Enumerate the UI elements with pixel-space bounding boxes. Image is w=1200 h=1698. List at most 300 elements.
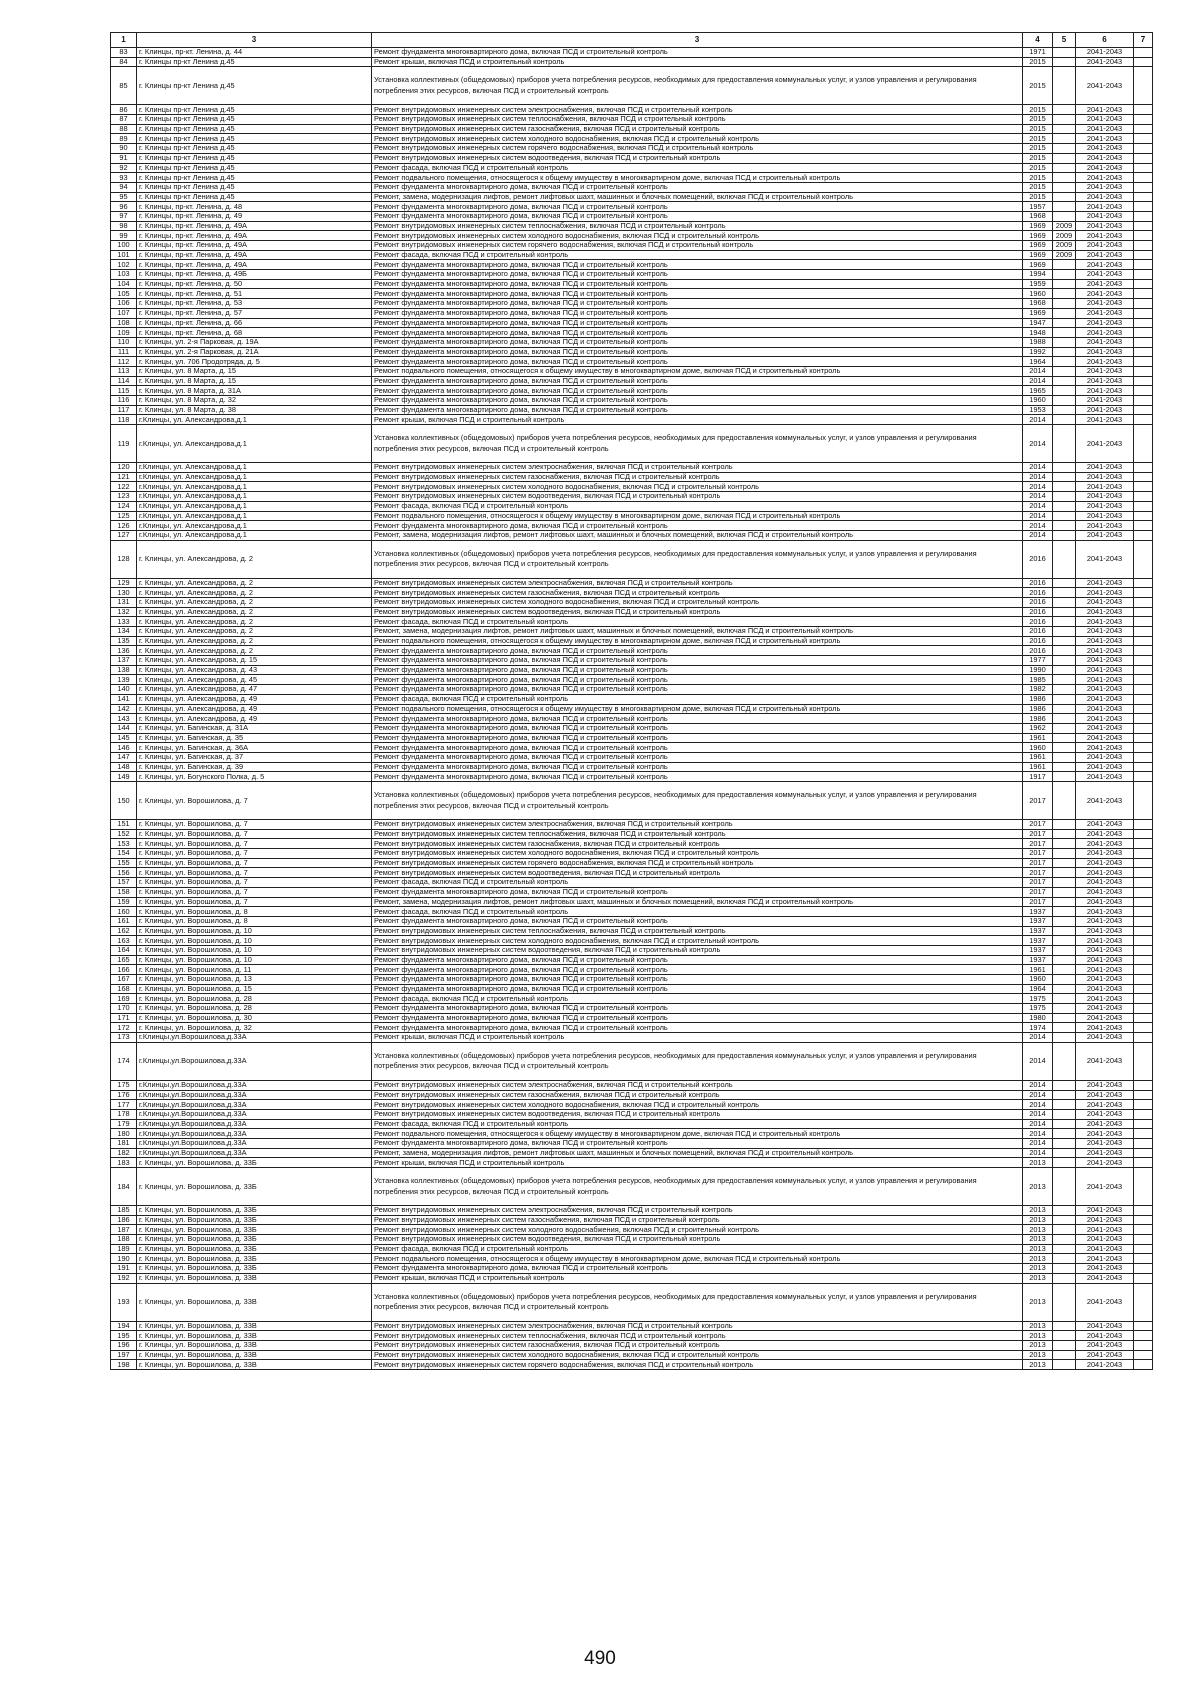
- row-number: 145: [111, 733, 137, 743]
- address-cell: г.Клинцы, ул. Александрова,д.1: [137, 501, 372, 511]
- year-built-cell: 1962: [1023, 723, 1053, 733]
- year-renovated-cell: [1053, 1033, 1076, 1043]
- row-number: 198: [111, 1360, 137, 1370]
- work-type-cell: Ремонт внутридомовых инженерных систем холодного водоснабжения, включая ПСД и строительный контроль: [372, 1350, 1023, 1360]
- work-type-cell: Ремонт, замена, модернизация лифтов, ремонт лифтовых шахт, машинных и блочных помещений, включая ПСД и строительный контроль: [372, 627, 1023, 637]
- work-type-cell: Ремонт внутридомовых инженерных систем газоснабжения, включая ПСД и строительный контроль: [372, 1090, 1023, 1100]
- planned-period-cell: 2041-2043: [1076, 48, 1134, 58]
- planned-period-cell: 2041-2043: [1076, 994, 1134, 1004]
- year-renovated-cell: [1053, 511, 1076, 521]
- year-renovated-cell: [1053, 492, 1076, 502]
- work-type-cell: Ремонт фасада, включая ПСД и строительный контроль: [372, 994, 1023, 1004]
- work-type-cell: Ремонт внутридомовых инженерных систем теплоснабжения, включая ПСД и строительный контроль: [372, 926, 1023, 936]
- table-row: [111, 1215, 1153, 1225]
- year-renovated-cell: [1053, 694, 1076, 704]
- year-renovated-cell: [1053, 926, 1076, 936]
- year-built-cell: 1960: [1023, 396, 1053, 406]
- planned-period-cell: 2041-2043: [1076, 347, 1134, 357]
- table-row: [111, 192, 1153, 202]
- year-renovated-cell: [1053, 849, 1076, 859]
- col-7-cell: [1134, 1360, 1153, 1370]
- year-built-cell: 1986: [1023, 714, 1053, 724]
- year-renovated-cell: [1053, 1004, 1076, 1014]
- work-type-cell: Ремонт, замена, модернизация лифтов, ремонт лифтовых шахт, машинных и блочных помещений, включая ПСД и строительный контроль: [372, 1148, 1023, 1158]
- year-built-cell: 2015: [1023, 144, 1053, 154]
- address-cell: г. Клинцы, ул. Александрова, д. 2: [137, 646, 372, 656]
- row-number: 156: [111, 868, 137, 878]
- address-cell: г. Клинцы пр-кт Ленина д.45: [137, 105, 372, 115]
- table-row: [111, 396, 1153, 406]
- address-cell: г. Клинцы, ул. 8 Марта, д. 31А: [137, 386, 372, 396]
- table-row: [111, 250, 1153, 260]
- col-7-cell: [1134, 463, 1153, 473]
- planned-period-cell: 2041-2043: [1076, 1235, 1134, 1245]
- row-number: 176: [111, 1090, 137, 1100]
- address-cell: г. Клинцы пр-кт Ленина д.45: [137, 192, 372, 202]
- address-cell: г. Клинцы пр-кт Ленина д.45: [137, 134, 372, 144]
- table-row: [111, 279, 1153, 289]
- year-built-cell: 1948: [1023, 328, 1053, 338]
- table-row: [111, 665, 1153, 675]
- col-7-cell: [1134, 144, 1153, 154]
- table-row: [111, 916, 1153, 926]
- year-built-cell: 2014: [1023, 463, 1053, 473]
- address-cell: г. Клинцы, ул. Ворошилова, д. 33Б: [137, 1225, 372, 1235]
- year-built-cell: 1994: [1023, 270, 1053, 280]
- address-cell: г. Клинцы, пр-кт. Ленина, д. 49А: [137, 241, 372, 251]
- year-built-cell: 2013: [1023, 1235, 1053, 1245]
- work-type-cell: Ремонт внутридомовых инженерных систем газоснабжения, включая ПСД и строительный контроль: [372, 1215, 1023, 1225]
- address-cell: г. Клинцы, пр-кт. Ленина, д. 49А: [137, 250, 372, 260]
- address-cell: г. Клинцы, пр-кт. Ленина, д. 49А: [137, 221, 372, 231]
- planned-period-cell: 2041-2043: [1076, 907, 1134, 917]
- year-renovated-cell: [1053, 1235, 1076, 1245]
- work-type-cell: Ремонт подвального помещения, относящегося к общему имуществу в многоквартирном доме, включая ПСД и строительный контроль: [372, 173, 1023, 183]
- year-built-cell: 1957: [1023, 202, 1053, 212]
- planned-period-cell: 2041-2043: [1076, 1013, 1134, 1023]
- year-renovated-cell: [1053, 1264, 1076, 1274]
- planned-period-cell: 2041-2043: [1076, 289, 1134, 299]
- address-cell: г.Клинцы,ул.Ворошилова,д.33А: [137, 1090, 372, 1100]
- address-cell: г. Клинцы, ул. 706 Продотряда, д. 5: [137, 357, 372, 367]
- year-renovated-cell: [1053, 617, 1076, 627]
- table-row: [111, 839, 1153, 849]
- row-number: 186: [111, 1215, 137, 1225]
- table-row: [111, 221, 1153, 231]
- header-col-1: 1: [111, 33, 137, 48]
- planned-period-cell: 2041-2043: [1076, 279, 1134, 289]
- work-type-cell: Ремонт внутридомовых инженерных систем холодного водоснабжения, включая ПСД и строительный контроль: [372, 1100, 1023, 1110]
- table-row: [111, 425, 1153, 463]
- address-cell: г.Клинцы, ул. Александрова,д.1: [137, 463, 372, 473]
- table-row: [111, 1331, 1153, 1341]
- col-7-cell: [1134, 134, 1153, 144]
- planned-period-cell: 2041-2043: [1076, 1264, 1134, 1274]
- col-7-cell: [1134, 347, 1153, 357]
- year-renovated-cell: [1053, 134, 1076, 144]
- year-renovated-cell: 2009: [1053, 221, 1076, 231]
- year-renovated-cell: [1053, 48, 1076, 58]
- year-renovated-cell: [1053, 482, 1076, 492]
- year-built-cell: 1988: [1023, 337, 1053, 347]
- year-renovated-cell: [1053, 472, 1076, 482]
- row-number: 188: [111, 1235, 137, 1245]
- year-renovated-cell: [1053, 1168, 1076, 1206]
- address-cell: г. Клинцы, ул. 8 Марта, д. 15: [137, 376, 372, 386]
- work-type-cell: Ремонт фундамента многоквартирного дома, включая ПСД и строительный контроль: [372, 328, 1023, 338]
- address-cell: г.Клинцы,ул.Ворошилова,д.33А: [137, 1138, 372, 1148]
- year-built-cell: 1980: [1023, 1013, 1053, 1023]
- work-type-cell: Ремонт внутридомовых инженерных систем электроснабжения, включая ПСД и строительный контроль: [372, 105, 1023, 115]
- table-row: [111, 144, 1153, 154]
- col-7-cell: [1134, 955, 1153, 965]
- table-row: [111, 1033, 1153, 1043]
- address-cell: г. Клинцы, пр-кт. Ленина, д. 51: [137, 289, 372, 299]
- work-type-cell: Установка коллективных (общедомовых) приборов учета потребления ресурсов, необходимых для предоставления коммунальных услуг, и узлов управления и регулирования потребления этих ресурсов, включая ПСД и строительный контроль: [372, 782, 1023, 820]
- planned-period-cell: 2041-2043: [1076, 665, 1134, 675]
- header-row: [111, 33, 1153, 48]
- address-cell: г. Клинцы, пр-кт. Ленина, д. 49Б: [137, 270, 372, 280]
- row-number: 170: [111, 1004, 137, 1014]
- year-renovated-cell: [1053, 347, 1076, 357]
- year-renovated-cell: 2009: [1053, 231, 1076, 241]
- address-cell: г. Клинцы, ул. Ворошилова, д. 15: [137, 984, 372, 994]
- work-type-cell: Установка коллективных (общедомовых) приборов учета потребления ресурсов, необходимых для предоставления коммунальных услуг, и узлов управления и регулирования потребления этих ресурсов, включая ПСД и строительный контроль: [372, 1042, 1023, 1080]
- address-cell: г. Клинцы, ул. Багинская, д. 39: [137, 762, 372, 772]
- work-type-cell: Ремонт внутридомовых инженерных систем водоотведения, включая ПСД и строительный контроль: [372, 1235, 1023, 1245]
- col-7-cell: [1134, 105, 1153, 115]
- row-number: 138: [111, 665, 137, 675]
- planned-period-cell: 2041-2043: [1076, 405, 1134, 415]
- planned-period-cell: 2041-2043: [1076, 1321, 1134, 1331]
- work-type-cell: Ремонт фундамента многоквартирного дома, включая ПСД и строительный контроль: [372, 675, 1023, 685]
- row-number: 112: [111, 357, 137, 367]
- col-7-cell: [1134, 945, 1153, 955]
- year-renovated-cell: [1053, 607, 1076, 617]
- table-row: [111, 1225, 1153, 1235]
- table-row: [111, 299, 1153, 309]
- planned-period-cell: 2041-2043: [1076, 1225, 1134, 1235]
- address-cell: г. Клинцы, ул. Александрова, д. 2: [137, 588, 372, 598]
- address-cell: г. Клинцы пр-кт Ленина д.45: [137, 144, 372, 154]
- year-built-cell: 2013: [1023, 1340, 1053, 1350]
- table-row: [111, 1321, 1153, 1331]
- year-renovated-cell: [1053, 1215, 1076, 1225]
- work-type-cell: Ремонт внутридомовых инженерных систем холодного водоснабжения, включая ПСД и строительный контроль: [372, 936, 1023, 946]
- year-renovated-cell: [1053, 289, 1076, 299]
- year-renovated-cell: [1053, 1042, 1076, 1080]
- planned-period-cell: 2041-2043: [1076, 1033, 1134, 1043]
- planned-period-cell: 2041-2043: [1076, 530, 1134, 540]
- year-built-cell: 1960: [1023, 289, 1053, 299]
- col-7-cell: [1134, 994, 1153, 1004]
- row-number: 166: [111, 965, 137, 975]
- col-7-cell: [1134, 124, 1153, 134]
- planned-period-cell: 2041-2043: [1076, 820, 1134, 830]
- col-7-cell: [1134, 1225, 1153, 1235]
- col-7-cell: [1134, 704, 1153, 714]
- year-renovated-cell: [1053, 646, 1076, 656]
- work-type-cell: Ремонт фундамента многоквартирного дома, включая ПСД и строительный контроль: [372, 772, 1023, 782]
- row-number: 98: [111, 221, 137, 231]
- planned-period-cell: 2041-2043: [1076, 762, 1134, 772]
- address-cell: г. Клинцы, пр-кт. Ленина, д. 49А: [137, 260, 372, 270]
- work-type-cell: Ремонт фундамента многоквартирного дома, включая ПСД и строительный контроль: [372, 975, 1023, 985]
- year-renovated-cell: [1053, 868, 1076, 878]
- address-cell: г. Клинцы, ул. 2-я Парковая, д. 21А: [137, 347, 372, 357]
- year-renovated-cell: [1053, 685, 1076, 695]
- address-cell: г.Клинцы, ул. Александрова,д.1: [137, 530, 372, 540]
- address-cell: г. Клинцы, ул. Ворошилова, д. 33Б: [137, 1206, 372, 1216]
- col-7-cell: [1134, 482, 1153, 492]
- work-type-cell: Ремонт фундамента многоквартирного дома, включая ПСД и строительный контроль: [372, 347, 1023, 357]
- year-built-cell: 2016: [1023, 597, 1053, 607]
- table-row: [111, 752, 1153, 762]
- col-7-cell: [1134, 936, 1153, 946]
- year-renovated-cell: [1053, 936, 1076, 946]
- table-row: [111, 231, 1153, 241]
- table-row: [111, 1206, 1153, 1216]
- col-7-cell: [1134, 975, 1153, 985]
- work-type-cell: Ремонт крыши, включая ПСД и строительный контроль: [372, 1033, 1023, 1043]
- year-renovated-cell: 2009: [1053, 250, 1076, 260]
- year-built-cell: 1985: [1023, 675, 1053, 685]
- table-row: [111, 578, 1153, 588]
- work-type-cell: Ремонт, замена, модернизация лифтов, ремонт лифтовых шахт, машинных и блочных помещений, включая ПСД и строительный контроль: [372, 192, 1023, 202]
- planned-period-cell: 2041-2043: [1076, 723, 1134, 733]
- year-renovated-cell: [1053, 163, 1076, 173]
- work-type-cell: Ремонт фасада, включая ПСД и строительный контроль: [372, 250, 1023, 260]
- col-7-cell: [1134, 617, 1153, 627]
- planned-period-cell: 2041-2043: [1076, 1138, 1134, 1148]
- row-number: 91: [111, 153, 137, 163]
- table-row: [111, 241, 1153, 251]
- address-cell: г. Клинцы, ул. Ворошилова, д. 13: [137, 975, 372, 985]
- year-built-cell: 2017: [1023, 849, 1053, 859]
- planned-period-cell: 2041-2043: [1076, 597, 1134, 607]
- year-built-cell: 2014: [1023, 1090, 1053, 1100]
- address-cell: г. Клинцы, пр-кт. Ленина, д. 44: [137, 48, 372, 58]
- year-built-cell: 2015: [1023, 105, 1053, 115]
- address-cell: г. Клинцы, ул. 8 Марта, д. 32: [137, 396, 372, 406]
- year-renovated-cell: [1053, 1109, 1076, 1119]
- row-number: 163: [111, 936, 137, 946]
- address-cell: г. Клинцы, ул. Ворошилова, д. 30: [137, 1013, 372, 1023]
- work-type-cell: Ремонт подвального помещения, относящегося к общему имуществу в многоквартирном доме, включая ПСД и строительный контроль: [372, 1129, 1023, 1139]
- work-type-cell: Ремонт фундамента многоквартирного дома, включая ПСД и строительный контроль: [372, 48, 1023, 58]
- table-row: [111, 1148, 1153, 1158]
- planned-period-cell: 2041-2043: [1076, 482, 1134, 492]
- address-cell: г. Клинцы, ул. Богунского Полка, д. 5: [137, 772, 372, 782]
- year-renovated-cell: [1053, 782, 1076, 820]
- year-renovated-cell: [1053, 897, 1076, 907]
- work-type-cell: Ремонт фундамента многоквартирного дома, включая ПСД и строительный контроль: [372, 396, 1023, 406]
- table-row: [111, 48, 1153, 58]
- address-cell: г. Клинцы, ул. Александрова, д. 2: [137, 578, 372, 588]
- address-cell: г. Клинцы пр-кт Ленина д.45: [137, 57, 372, 67]
- row-number: 134: [111, 627, 137, 637]
- address-cell: г. Клинцы, пр-кт. Ленина, д. 50: [137, 279, 372, 289]
- col-7-cell: [1134, 357, 1153, 367]
- table-row: [111, 1340, 1153, 1350]
- year-built-cell: 2014: [1023, 425, 1053, 463]
- address-cell: г. Клинцы, пр-кт. Ленина, д. 49А: [137, 231, 372, 241]
- col-7-cell: [1134, 492, 1153, 502]
- year-renovated-cell: [1053, 211, 1076, 221]
- address-cell: г. Клинцы, ул. Ворошилова, д. 10: [137, 936, 372, 946]
- work-type-cell: Ремонт, замена, модернизация лифтов, ремонт лифтовых шахт, машинных и блочных помещений, включая ПСД и строительный контроль: [372, 530, 1023, 540]
- table-row: [111, 782, 1153, 820]
- col-7-cell: [1134, 849, 1153, 859]
- row-number: 141: [111, 694, 137, 704]
- col-7-cell: [1134, 530, 1153, 540]
- row-number: 149: [111, 772, 137, 782]
- table-row: [111, 762, 1153, 772]
- work-type-cell: Ремонт фундамента многоквартирного дома, включая ПСД и строительный контроль: [372, 916, 1023, 926]
- year-renovated-cell: [1053, 1331, 1076, 1341]
- address-cell: г. Клинцы, пр-кт. Ленина, д. 68: [137, 328, 372, 338]
- table-row: [111, 260, 1153, 270]
- col-7-cell: [1134, 67, 1153, 105]
- header-col-2: 3: [137, 33, 372, 48]
- address-cell: г.Клинцы,ул.Ворошилова,д.33А: [137, 1080, 372, 1090]
- year-built-cell: 2015: [1023, 163, 1053, 173]
- year-built-cell: 2017: [1023, 839, 1053, 849]
- year-built-cell: 1990: [1023, 665, 1053, 675]
- year-built-cell: 2016: [1023, 588, 1053, 598]
- work-type-cell: Ремонт фасада, включая ПСД и строительный контроль: [372, 1119, 1023, 1129]
- year-built-cell: 1971: [1023, 48, 1053, 58]
- work-type-cell: Ремонт внутридомовых инженерных систем теплоснабжения, включая ПСД и строительный контроль: [372, 1331, 1023, 1341]
- col-7-cell: [1134, 540, 1153, 578]
- header-col-5: 5: [1053, 33, 1076, 48]
- year-built-cell: 2013: [1023, 1168, 1053, 1206]
- planned-period-cell: 2041-2043: [1076, 357, 1134, 367]
- year-renovated-cell: [1053, 916, 1076, 926]
- year-renovated-cell: [1053, 270, 1076, 280]
- work-type-cell: Ремонт, замена, модернизация лифтов, ремонт лифтовых шахт, машинных и блочных помещений, включая ПСД и строительный контроль: [372, 897, 1023, 907]
- planned-period-cell: 2041-2043: [1076, 221, 1134, 231]
- work-type-cell: Ремонт фасада, включая ПСД и строительный контроль: [372, 878, 1023, 888]
- table-row: [111, 1090, 1153, 1100]
- address-cell: г.Клинцы,ул.Ворошилова,д.33А: [137, 1109, 372, 1119]
- year-built-cell: 2013: [1023, 1244, 1053, 1254]
- table-row: [111, 163, 1153, 173]
- year-built-cell: 2013: [1023, 1360, 1053, 1370]
- address-cell: г. Клинцы, ул. Багинская, д. 35: [137, 733, 372, 743]
- col-7-cell: [1134, 270, 1153, 280]
- col-7-cell: [1134, 636, 1153, 646]
- row-number: 197: [111, 1350, 137, 1360]
- address-cell: г. Клинцы, ул. Ворошилова, д. 7: [137, 829, 372, 839]
- table-row: [111, 153, 1153, 163]
- row-number: 108: [111, 318, 137, 328]
- row-number: 165: [111, 955, 137, 965]
- row-number: 175: [111, 1080, 137, 1090]
- work-type-cell: Ремонт внутридомовых инженерных систем водоотведения, включая ПСД и строительный контроль: [372, 1109, 1023, 1119]
- address-cell: г. Клинцы, ул. Ворошилова, д. 33В: [137, 1340, 372, 1350]
- col-7-cell: [1134, 627, 1153, 637]
- table-row: [111, 540, 1153, 578]
- row-number: 140: [111, 685, 137, 695]
- row-number: 151: [111, 820, 137, 830]
- year-renovated-cell: [1053, 820, 1076, 830]
- year-renovated-cell: [1053, 1080, 1076, 1090]
- table-row: [111, 1119, 1153, 1129]
- header-col-4: 4: [1023, 33, 1053, 48]
- col-7-cell: [1134, 501, 1153, 511]
- col-7-cell: [1134, 685, 1153, 695]
- planned-period-cell: 2041-2043: [1076, 1206, 1134, 1216]
- address-cell: г.Клинцы,ул.Ворошилова,д.33А: [137, 1033, 372, 1043]
- year-renovated-cell: [1053, 733, 1076, 743]
- col-7-cell: [1134, 425, 1153, 463]
- planned-period-cell: 2041-2043: [1076, 617, 1134, 627]
- year-renovated-cell: [1053, 858, 1076, 868]
- col-7-cell: [1134, 1283, 1153, 1321]
- year-renovated-cell: [1053, 144, 1076, 154]
- row-number: 159: [111, 897, 137, 907]
- year-renovated-cell: [1053, 376, 1076, 386]
- row-number: 117: [111, 405, 137, 415]
- year-renovated-cell: [1053, 1119, 1076, 1129]
- year-renovated-cell: [1053, 1023, 1076, 1033]
- address-cell: г. Клинцы, ул. Александрова, д. 49: [137, 714, 372, 724]
- col-7-cell: [1134, 1331, 1153, 1341]
- col-7-cell: [1134, 366, 1153, 376]
- table-row: [111, 1004, 1153, 1014]
- row-number: 105: [111, 289, 137, 299]
- row-number: 131: [111, 597, 137, 607]
- work-type-cell: Ремонт фундамента многоквартирного дома, включая ПСД и строительный контроль: [372, 521, 1023, 531]
- address-cell: г. Клинцы, ул. Александрова, д. 2: [137, 636, 372, 646]
- planned-period-cell: 2041-2043: [1076, 868, 1134, 878]
- year-built-cell: 2015: [1023, 134, 1053, 144]
- col-7-cell: [1134, 675, 1153, 685]
- year-built-cell: 1986: [1023, 694, 1053, 704]
- col-7-cell: [1134, 472, 1153, 482]
- work-type-cell: Ремонт внутридомовых инженерных систем электроснабжения, включая ПСД и строительный контроль: [372, 1206, 1023, 1216]
- year-built-cell: 2016: [1023, 646, 1053, 656]
- row-number: 178: [111, 1109, 137, 1119]
- col-7-cell: [1134, 511, 1153, 521]
- row-number: 179: [111, 1119, 137, 1129]
- year-renovated-cell: [1053, 308, 1076, 318]
- table-row: [111, 492, 1153, 502]
- address-cell: г. Клинцы, ул. Ворошилова, д. 7: [137, 820, 372, 830]
- table-row: [111, 965, 1153, 975]
- table-row: [111, 134, 1153, 144]
- address-cell: г. Клинцы, ул. Багинская, д. 37: [137, 752, 372, 762]
- col-7-cell: [1134, 182, 1153, 192]
- address-cell: г. Клинцы, пр-кт. Ленина, д. 66: [137, 318, 372, 328]
- year-renovated-cell: [1053, 636, 1076, 646]
- work-type-cell: Ремонт внутридомовых инженерных систем водоотведения, включая ПСД и строительный контроль: [372, 945, 1023, 955]
- row-number: 160: [111, 907, 137, 917]
- work-type-cell: Ремонт фундамента многоквартирного дома, включая ПСД и строительный контроль: [372, 762, 1023, 772]
- row-number: 180: [111, 1129, 137, 1139]
- year-built-cell: 2014: [1023, 1033, 1053, 1043]
- row-number: 164: [111, 945, 137, 955]
- col-7-cell: [1134, 714, 1153, 724]
- planned-period-cell: 2041-2043: [1076, 124, 1134, 134]
- address-cell: г. Клинцы, ул. Ворошилова, д. 28: [137, 1004, 372, 1014]
- year-renovated-cell: [1053, 1244, 1076, 1254]
- address-cell: г.Клинцы,ул.Ворошилова,д.33А: [137, 1119, 372, 1129]
- planned-period-cell: 2041-2043: [1076, 984, 1134, 994]
- work-type-cell: Ремонт крыши, включая ПСД и строительный контроль: [372, 1273, 1023, 1283]
- work-type-cell: Ремонт подвального помещения, относящегося к общему имуществу в многоквартирном доме, включая ПСД и строительный контроль: [372, 636, 1023, 646]
